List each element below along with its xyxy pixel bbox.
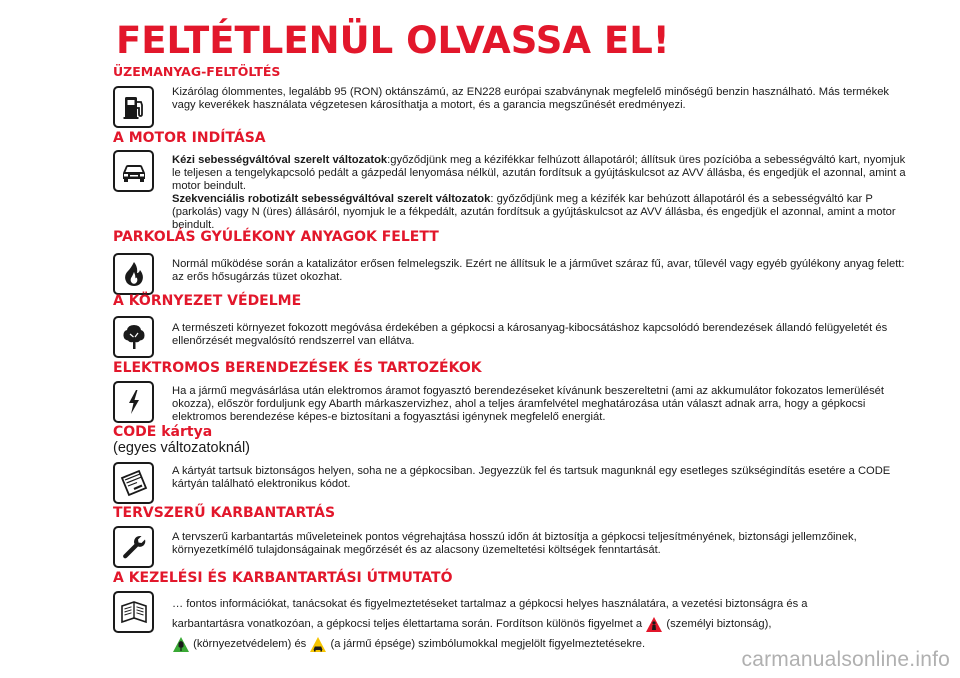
manual-text-line-1: … fontos információkat, tanácsokat és figyelmeztetéseket tartalmaz a gépkocsi helyes használatára, a vezetési biztonságra és a [172,598,808,610]
section-text-electrical: Ha a jármű megvásárlása után elektromos áramot fogyasztó berendezéseket kívánunk beszereltetni (ami az akkumulátor fokozatos lemerülését okozza), először forduljunk egy Abarth márkaszervizhez, ahol a teljes áramfelvétel meghatározása után választ adnak arra, hogy a gépkocsi elektromos berendezése képes-e biztosítani a fogyasztási igénynek megfelelő energiát. [172,385,884,423]
manual-gearbox-text: :győződjünk meg a kézifékkar felhúzott állapotáról; állítsuk üres pozícióba a sebességváltó kart, nyomjuk le teljesen a tengelykapcsoló pedált a gázpedál lenyomása nélkül, azután fordítsuk a gyújtáskulcsot az AVV állásba, és engedjük el azonnal, amint a motor beindult. [172,154,906,192]
lightning-icon [113,381,154,423]
car-icon [113,150,154,192]
fuel-pump-icon [113,86,154,128]
page-title: FELTÉTLENÜL OLVASSA EL! [116,19,670,62]
vehicle-integrity-text: (a jármű épsége) szimbólumokkal megjelölt figyelmeztetésekre. [330,638,646,650]
environment-warning-icon [172,636,190,653]
section-text-parking: Normál működése során a katalizátor erősen felmelegszik. Ezért ne állítsuk le a járművet száraz fű, avar, tűlevél vagy egyéb gyúlékony anyag felett: az erős hősugárzás tüzet okozhat. [172,258,905,283]
section-heading-parking: PARKOLÁS GYÚLÉKONY ANYAGOK FELETT [113,229,439,245]
tree-icon [113,316,154,358]
vehicle-integrity-warning-icon [309,636,327,653]
section-text-environment: A természeti környezet fokozott megóvása érdekében a gépkocsi a károsanyag-kibocsátáshoz kapcsolódó berendezések állandó felügyeletét és ellenőrzését megvalósító rendszerrel van ellátva. [172,322,888,347]
section-text-manual [172,594,912,654]
section-heading-code: CODE kártya [113,424,213,440]
book-icon [113,591,154,633]
fire-icon [113,253,154,295]
section-subheading-code: (egyes változatoknál) [113,440,251,456]
section-text-engine [172,154,912,232]
section-text-maintenance: A tervszerű karbantartás műveleteinek pontos végrehajtása hosszú időn át biztosítja a gépkocsi teljesítményének, biztonsági jellemzőinek, környezetkímélő tulajdonságainak megőrzését és az alacsony üzemeltetési költségek fenntartását. [172,531,857,556]
auto-gearbox-label: Szekvenciális robotizált sebességváltóval szerelt változatok [172,193,491,205]
manual-gearbox-label: Kézi sebességváltóval szerelt változatok [172,154,388,166]
wrench-icon [113,526,154,568]
section-heading-manual: A KEZELÉSI ÉS KARBANTARTÁSI ÚTMUTATÓ [113,570,453,586]
watermark: carmanualsonline.info [741,648,950,671]
section-heading-engine: A MOTOR INDÍTÁSA [113,130,266,146]
section-text-fuel: Kizárólag ólommentes, legalább 95 (RON) oktánszámú, az EN228 európai szabványnak megfelelő minőségű benzin használható. Más termékek vagy keverékek használata végzetesen károsíthatja a motort, és a garancia megszűnését eredményezi. [172,86,890,111]
section-heading-fuel: ÜZEMANYAG-FELTÖLTÉS [113,64,281,79]
section-heading-environment: A KÖRNYEZET VÉDELME [113,293,302,309]
auto-gearbox-text: : győződjünk meg a kézifék kar behúzott állapotáról és a sebességváltó kar P (parkolás) vagy N (üres) állásáról, nyomjuk le a fékpedált, azután fordítsuk a gyújtáskulcsot az AVV állásba, és engedjük el azonnal, amint a motor beindult. [172,193,896,231]
environment-text: (környezetvédelem) és [193,638,307,650]
manual-text-line-2: karbantartásra vonatkozóan, a gépkocsi teljes élettartama során. Fordítson különös figyelmet a [172,618,643,630]
section-text-code: A kártyát tartsuk biztonságos helyen, soha ne a gépkocsiban. Jegyezzük fel és tartsuk magunknál egy esetleges szükségindítás esetére a CODE kártyán található elektronikus kódot. [172,465,891,490]
card-icon [113,462,154,504]
personal-safety-warning-icon [645,616,663,633]
section-heading-electrical: ELEKTROMOS BERENDEZÉSEK ÉS TARTOZÉKOK [113,360,482,376]
personal-safety-text: (személyi biztonság), [666,618,772,630]
section-heading-maintenance: TERVSZERŰ KARBANTARTÁS [113,505,336,521]
